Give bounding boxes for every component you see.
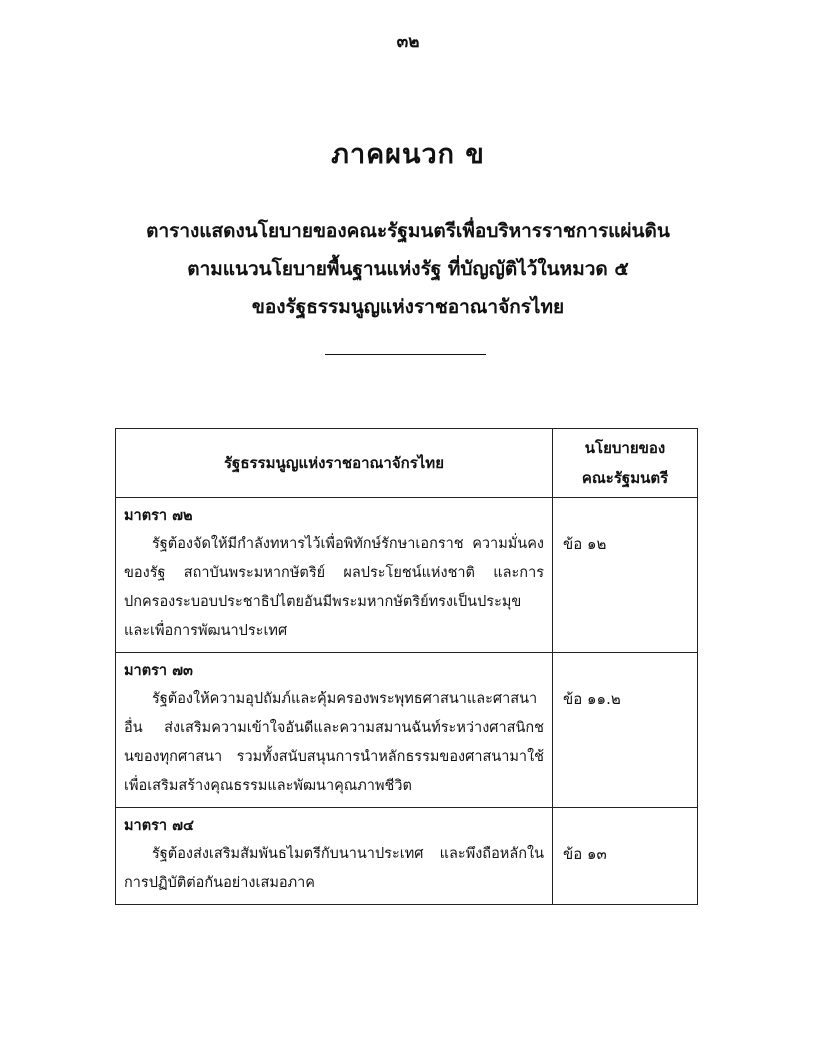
law-cell <box>116 498 553 653</box>
policy-table <box>115 428 698 905</box>
section-text: รัฐต้องจัดให้มีกำลังทหารไว้เพื่อพิทักษ์รักษาเอกราช ความมั่นคงของรัฐ สถาบันพระมหากษัตริย์ ผลประโยชน์แห่งชาติ และการปกครองระบอบประชาธิปไตยอันมีพระมหากษัตริย์ทรงเป็นประมุข และเพื่อการพัฒนาประเทศ <box>124 536 544 639</box>
heading-line: ตารางแสดงนโยบายของคณะรัฐมนตรีเพื่อบริหารราชการแผ่นดิน <box>146 220 670 242</box>
heading-line: ของรัฐธรรมนูญแห่งราชอาณาจักรไทย <box>251 296 565 318</box>
section-label: มาตรา ๗๓ <box>124 663 193 679</box>
table-row <box>116 498 698 653</box>
page-number: ๓๒ <box>396 32 420 52</box>
table-row <box>116 653 698 808</box>
law-cell <box>116 808 553 905</box>
document-heading <box>100 212 716 326</box>
heading-divider <box>325 354 486 355</box>
header-policy-line: คณะรัฐมนตรี <box>581 469 669 487</box>
section-text: รัฐต้องส่งเสริมสัมพันธไมตรีกับนานาประเทศ และพึงถือหลักในการปฏิบัติต่อกันอย่างเสมอภาค <box>124 846 544 891</box>
section-label: มาตรา ๗๔ <box>124 818 194 834</box>
policy-cell: ข้อ ๑๑.๒ <box>553 653 698 808</box>
policy-cell: ข้อ ๑๒ <box>553 498 698 653</box>
policy-cell: ข้อ ๑๓ <box>553 808 698 905</box>
section-text: รัฐต้องให้ความอุปถัมภ์และคุ้มครองพระพุทธศาสนาและศาสนาอื่น ส่งเสริมความเข้าใจอันดีและความสมานฉันท์ระหว่างศาสนิกชนของทุกศาสนา รวมทั้งสนับสนุนการนำหลักธรรมของศาสนามาใช้เพื่อเสริมสร้างคุณธรรมและพัฒนาคุณภาพชีวิต <box>124 691 544 794</box>
table-header-row <box>116 429 698 498</box>
header-policy-line: นโยบายของ <box>584 439 666 457</box>
heading-line: ตามแนวนโยบายพื้นฐานแห่งรัฐ ที่บัญญัติไว้ในหมวด ๕ <box>187 258 629 280</box>
table-row <box>116 808 698 905</box>
appendix-title: ภาคผนวก ข <box>331 139 485 170</box>
law-cell <box>116 653 553 808</box>
header-cabinet-policy <box>553 429 698 498</box>
section-label: มาตรา ๗๒ <box>124 508 193 524</box>
header-constitution: รัฐธรรมนูญแห่งราชอาณาจักรไทย <box>116 429 553 498</box>
